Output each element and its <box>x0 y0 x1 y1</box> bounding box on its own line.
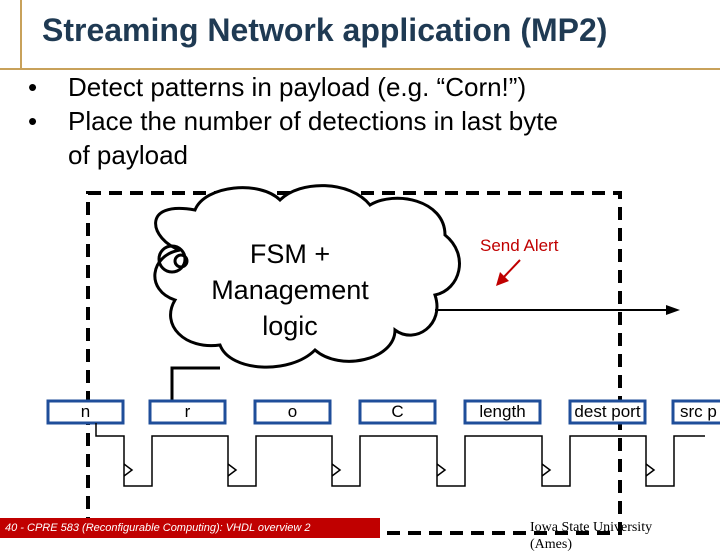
bullet-text: of payload <box>68 140 188 170</box>
bullet-dot: • <box>28 106 38 136</box>
bullet-text: Place the number of detections in last byte <box>68 106 558 136</box>
fsm-label-line: logic <box>262 311 318 341</box>
fsm-label <box>190 236 390 344</box>
bullet-dot: • <box>28 72 38 102</box>
send-alert-label: Send Alert <box>480 236 559 255</box>
fsm-input-line <box>172 368 220 400</box>
fsm-label-line: Management <box>211 275 369 305</box>
university-line: Iowa State University <box>530 520 653 535</box>
output-arrowhead-icon <box>666 305 680 315</box>
slide-title: Streaming Network application (MP2) <box>42 12 608 48</box>
university-line: (Ames) <box>530 537 572 552</box>
register-label: o <box>287 402 298 421</box>
register-label: r <box>184 402 191 421</box>
footer-course-text: 40 - CPRE 583 (Reconfigurable Computing): VHDL overview 2 <box>5 522 311 534</box>
university-name <box>530 519 652 553</box>
fsm-label-line: FSM + <box>249 239 331 269</box>
register-label: dest port <box>574 402 641 421</box>
register-label: n <box>80 402 91 421</box>
shift-register-chain <box>96 423 705 486</box>
register-label: length <box>479 402 526 421</box>
bullet-text: Detect patterns in payload (e.g. “Corn!”) <box>68 72 527 102</box>
register-label: src p <box>680 402 717 421</box>
alert-arrow <box>502 260 520 279</box>
register-label: C <box>391 402 404 421</box>
